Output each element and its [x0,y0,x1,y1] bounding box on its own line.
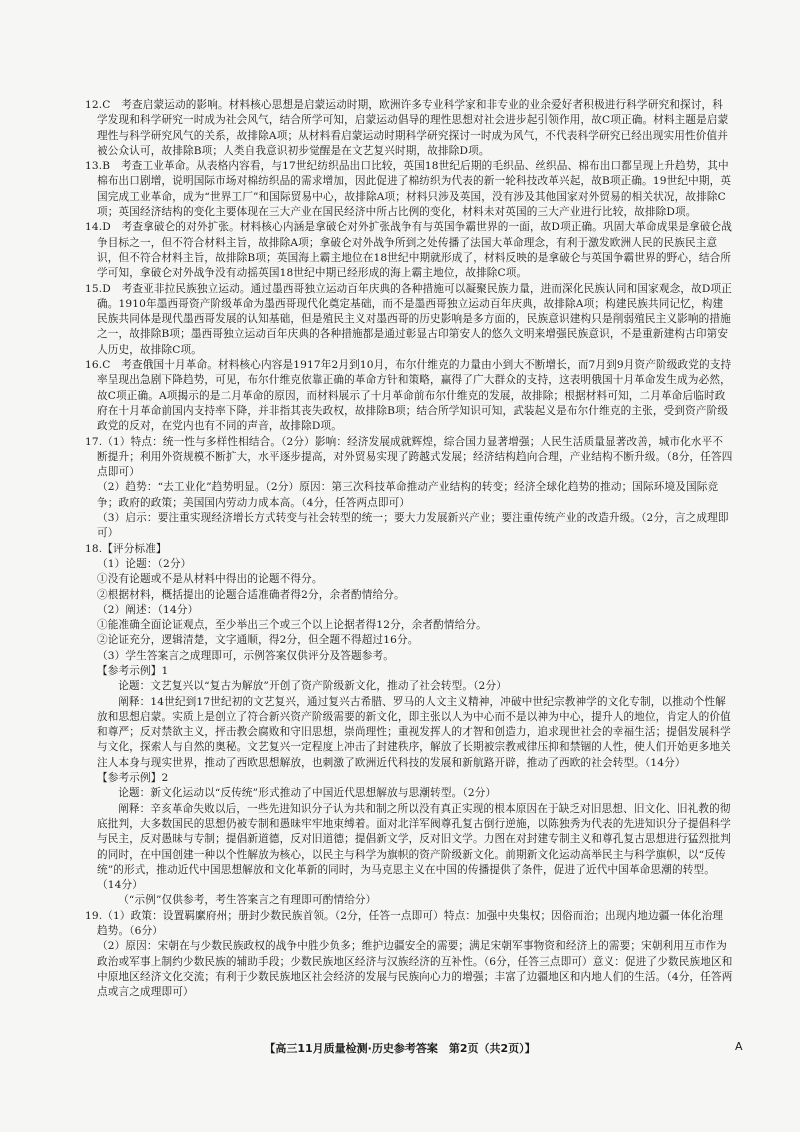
answer-12 [85,98,733,159]
answer-17-part1: 17.（1）特点：统一性与多样性相结合。（2分）影响：经济发展成就辉煌，综合国力显著增强；人民生活质量显著改善，城市化水平不断提升；利用外资规模不断扩大，水平逐步提高，对外贸易实现了跨越式发展；经济结构趋向合理，产业结构不断升级。（8分，任答四点即可） [85,435,733,479]
scoring-line: ①没有论题或不是从材料中得出的论题不得分。 [97,573,323,586]
scoring-line: ②根据材料，概括提出的论题合适准确者得2分，余者酌情给分。 [97,588,405,601]
answer-17-part3: （3）启示：要注重实现经济增长方式转变与社会转型的统一；要大力发展新兴产业；要注重传统产业的改造升级。（2分，言之成理即可） [97,512,729,540]
page-footer: 【高三11月质量检测·历史参考答案 第2页（共2页）】 [264,1042,536,1055]
answer-17-part2: （2）趋势：“去工业化”趋势明显。（2分）原因：第三次科技革命推动产业结构的转变；经济全球化趋势的推动；国际环境及国际竞争；政府的政策；美国国内劳动力成本高。（4分，任答两点即可） [97,481,719,509]
answer-18-heading: 18.【评分标准】 [85,542,167,555]
scoring-line: （2）阐述：（14分） [97,603,199,616]
answer-14-text: 14.D 考查拿破仑的对外扩张。材料核心内涵是拿破仑对外扩张战争有与英国争霸世界的一面，故D项正确。巩固大革命成果是拿破仑战争目标之一，但不符合材料主旨，故排除A项；拿破仑对外战争所到之处传播了法国大革命理念，有利于激发欧洲人民的民族民主意识，但不符合材料主旨，故排除B项；英国海上霸主地位在18世纪中期就形成了，材料反映的是拿破仑与英国争霸世界的野心，结合所学可知，拿破仑对外战争没有动摇英国18世纪中期已经形成的海上霸主地位，故排除C项。 [85,221,732,280]
answer-18 [85,542,733,909]
example-note: （“示例”仅供参考，考生答案言之有理即可酌情给分） [118,894,377,907]
example-2-heading: 【参考示例】2 [97,772,169,785]
answer-19-part2: （2）原因：宋朝在与少数民族政权的战争中胜少负多；维护边疆安全的需要；满足宋朝军事物资和经济上的需要；宋朝利用互市作为政治或军事上制约少数民族的辅助手段；少数民族地区经济与汉族经济的互补性。（6分，任答三点即可）意义：促进了少数民族地区和中原地区经济文化交流；有利于少数民族地区社会经济的发展与民族向心力的增强；丰富了边疆地区和内地人们的生活。（4分，任答两点或言之成理即可） [97,940,733,999]
scoring-line: ①能准确全面论证观点，至少举出三个或三个以上论据者得12分，余者酌情给分。 [97,619,487,632]
answer-16 [85,358,733,434]
example-2-thesis: 论题：新文化运动以“反传统”形式推动了中国近代思想解放与思潮转型。（2分） [118,787,497,800]
version-letter: A [735,1040,743,1053]
answer-15 [85,282,733,358]
answer-page [85,98,733,1001]
scoring-line: （1）论题：（2分） [97,557,192,570]
scoring-line: （3）学生答案言之成理即可，示例答案仅供评分及答题参考。 [97,649,394,662]
answer-14 [85,220,733,281]
answer-12-text: 12.C 考查启蒙运动的影响。材料核心思想是启蒙运动时期，欧洲许多专业科学家和非专业的业余爱好者积极进行科学研究和探讨，科学发现和科学研究一时成为社会风气，结合所学可知，启蒙运动倡导的理性思想对社会进步起引领作用，故C项正确。材料主题是启蒙理性与科学研究风气的关系，故排除A项；从材料看启蒙运动时期科学研究探讨一时成为风气，不代表科学研究已经出现实用性价值并被公众认可，故排除B项；人类自我意识初步觉醒是在文艺复兴时期，故排除D项。 [85,99,729,157]
example-1-heading: 【参考示例】1 [97,664,169,677]
example-1-body: 阐释：14世纪到17世纪初的文艺复兴，通过复兴古希腊、罗马的人文主义精神，冲破中世纪宗教神学的文化专制，以推动个性解放和思想启蒙。实质上是创立了符合新兴资产阶级需要的新文化，即主张以人为中心而不是以神为中心，提升人的地位，肯定人的价值和尊严；反对禁欲主义，抨击教会腐败和守旧思想，崇尚理性；重视发挥人的才智和创造力，追求现世社会的幸福生活；提倡发展科学与文化，探索人与自然的奥秘。文艺复兴一定程度上冲击了封建秩序，解放了长期被宗教戒律压抑和禁锢的人性，使人们开始更多地关注人本身与现实世界，推动了西欧思想解放，也刺激了欧洲近代科技的发展和新航路开辟，推动了西欧的社会转型。（14分） [97,695,731,769]
answer-17 [85,435,733,542]
answer-16-text: 16.C 考查俄国十月革命。材料核心内容是1917年2月到10月，布尔什维克的力量由小到大不断增长，而7月到9月资产阶级政党的支持率呈现出急剧下降趋势，可见，布尔什维克依靠正确的革命方针和策略，赢得了广大群众的支持，这表明俄国十月革命发生成为必然，故C项正确。A项揭示的是二月革命的原因，而材料展示了十月革命前布尔什维克的发展，故排除；根据材料可知，二月革命后临时政府在十月革命前国内支持率下降，并非指其丧失政权，故排除B项；结合所学知识可知，武装起义是布尔什维克的主张，受到资产阶级政党的反对，在党内也有不同的声音，故排除D项。 [85,359,732,433]
scoring-line: ②论证充分，逻辑清楚，文字通顺，得2分，但全题不得超过16分。 [97,634,419,647]
answer-13-text: 13.B 考查工业革命。从表格内容看，与17世纪纺织品出口比较，英国18世纪后期的毛织品、丝织品、棉布出口都呈现上升趋势，其中棉布出口剧增，说明国际市场对棉纺织品的需求增加，因此促进了棉纺织为代表的新一轮科技改革兴起，故B项正确。19世纪中期，英国完成工业革命，成为“世界工厂”和国际贸易中心，故排除A项；材料只涉及英国，没有涉及其他国家对外贸易的相关状况，故排除C项；英国经济结构的变化主要体现在三大产业在国民经济中所占比例的变化，材料未对英国的三大产业进行比较，故排除D项。 [85,160,732,219]
answer-19-part1: 19.（1）政策：设置羁縻府州；册封少数民族首领。（2分，任答一点即可）特点：加强中央集权；因俗而治；出现内地边疆一体化治理趋势。（6分） [85,909,724,938]
answer-19 [85,909,733,1001]
example-2-body: 阐释：辛亥革命失败以后，一些先进知识分子认为共和制之所以没有真正实现的根本原因在于缺乏对旧思想、旧文化、旧礼教的彻底批判，大多数国民的思想仍被专制和愚昧牢牢地束缚着。面对北洋军阀尊孔复古倒行逆施，以陈独秀为代表的先进知识分子提倡科学与民主，反对愚昧与专制；提倡新道德，反对旧道德；提倡新文学，反对旧文学。力图在对封建专制主义和尊孔复古思想进行猛烈批判的同时，在中国创建一种以个性解放为核心，以民主与科学为旗帜的资产阶级新文化。前期新文化运动高举民主与科学旗帜，以“反传统”的形式，推动近代中国思想解放和文化革新的同时，为马克思主义在中国的传播提供了条件，促进了近代中国革命思潮的转型。（14分） [97,802,731,892]
example-1-thesis: 论题：文艺复兴以“复古为解放”开创了资产阶级新文化，推动了社会转型。（2分） [118,680,507,693]
answer-13 [85,159,733,220]
answer-15-text: 15.D 考查亚非拉民族独立运动。通过墨西哥独立运动百年庆典的各种措施可以凝聚民族力量，进而深化民族认同和国家观念，故D项正确。1910年墨西哥资产阶级革命为墨西哥现代化奠定基础，而不是墨西哥独立运动百年庆典，故排除A项；构建民族共同记忆，构建民族共同体是现代墨西哥发展的认知基础，但是殖民主义对墨西哥的历史影响是多方面的，民族意识建构只是削弱殖民主义影响的措施之一，故排除B项；墨西哥独立运动百年庆典的各种措施都是通过彰显古印第安人的悠久文明来增强民族意识，不是重新建构古印第安人历史，故排除C项。 [85,282,732,356]
